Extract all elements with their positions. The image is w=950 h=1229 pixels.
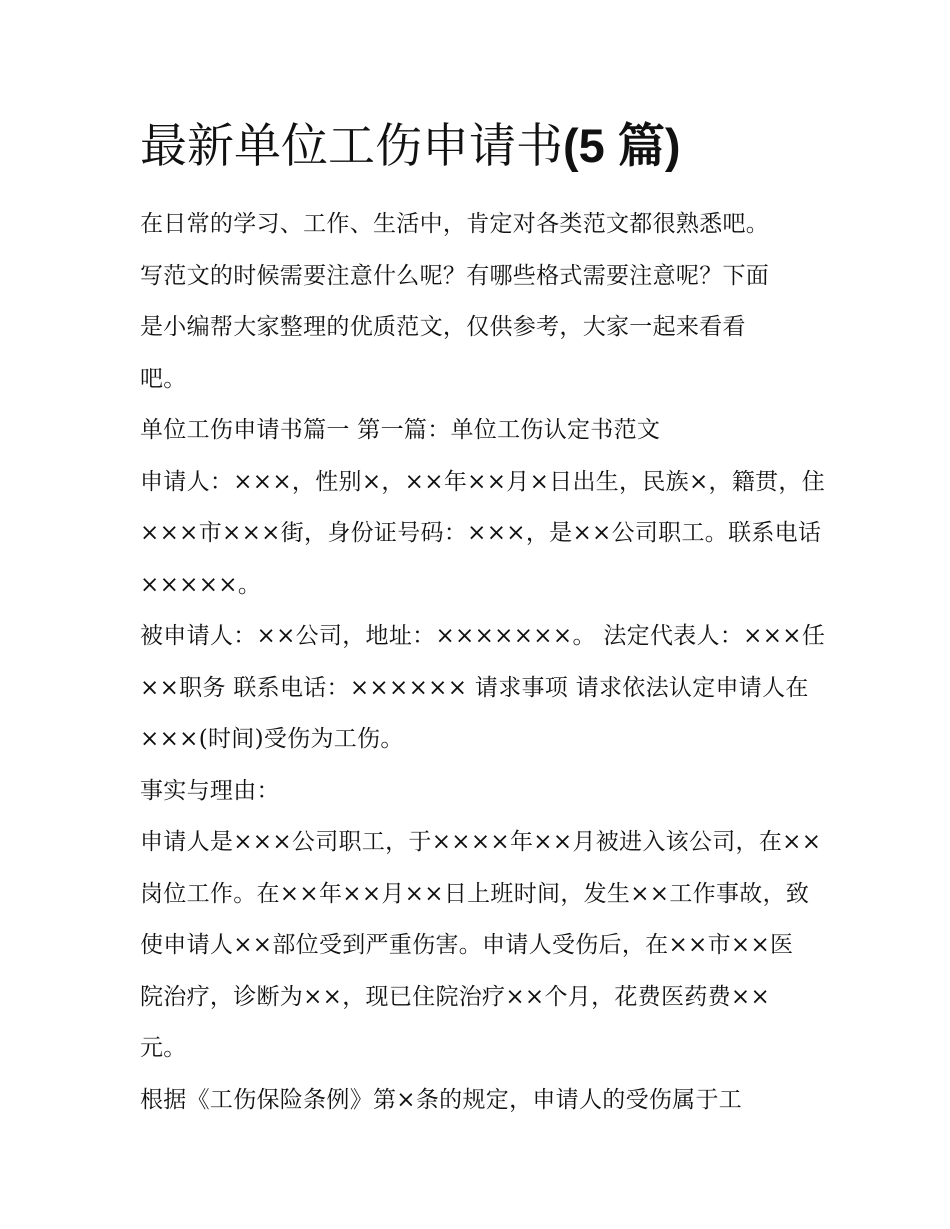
text-line: 写范文的时候需要注意什么呢？有哪些格式需要注意呢？下面 bbox=[140, 262, 770, 289]
paragraph-section-heading bbox=[140, 405, 820, 457]
paragraph-intro bbox=[140, 199, 820, 405]
text-line: ×××××。 bbox=[140, 571, 262, 598]
paragraph-regulation bbox=[140, 1075, 820, 1127]
text-line: 申请人是×××公司职工，于××××年××月被进入该公司，在×× bbox=[140, 829, 822, 855]
title-count: (5 篇) bbox=[563, 119, 681, 172]
paragraph-applicant bbox=[140, 457, 826, 612]
text-line: 事实与理由： bbox=[140, 777, 280, 804]
paragraph-respondent bbox=[140, 611, 826, 766]
text-line: 吧。 bbox=[140, 365, 187, 392]
text-line: ×××市×××街，身份证号码：×××，是××公司职工。联系电话 bbox=[140, 520, 822, 546]
text-line: 岗位工作。在××年××月××日上班时间，发生××工作事故，致 bbox=[140, 880, 810, 907]
text-line: 院治疗，诊断为××，现已住院治疗××个月，花费医药费×× bbox=[140, 983, 771, 1010]
text-line: 元。 bbox=[140, 1035, 187, 1061]
text-line: 根据《工伤保险条例》第×条的规定，申请人的受伤属于工 bbox=[140, 1086, 743, 1113]
text-line: ××职务 联系电话：×××××× 请求事项 请求依法认定申请人在 bbox=[140, 674, 809, 701]
text-line: 申请人：×××，性别×，××年××月×日出生，民族×，籍贯，住 bbox=[140, 468, 826, 495]
text-line: ×××(时间)受伤为工伤。 bbox=[140, 726, 404, 752]
text-line: 在日常的学习、工作、生活中，肯定对各类范文都很熟悉吧。 bbox=[140, 211, 770, 237]
text-line: 被申请人：××公司，地址：×××××××。 法定代表人：×××任 bbox=[140, 623, 826, 649]
document-title bbox=[140, 112, 840, 181]
document-body bbox=[140, 199, 826, 1126]
paragraph-facts bbox=[140, 817, 820, 1075]
text-line: 使申请人××部位受到严重伤害。申请人受伤后，在××市××医 bbox=[140, 932, 794, 958]
text-line: 单位工伤申请书篇一 第一篇：单位工伤认定书范文 bbox=[140, 417, 661, 443]
paragraph-facts-heading bbox=[140, 766, 820, 818]
title-text: 最新单位工伤申请书 bbox=[140, 119, 563, 174]
text-line: 是小编帮大家整理的优质范文，仅供参考，大家一起来看看 bbox=[140, 314, 746, 340]
